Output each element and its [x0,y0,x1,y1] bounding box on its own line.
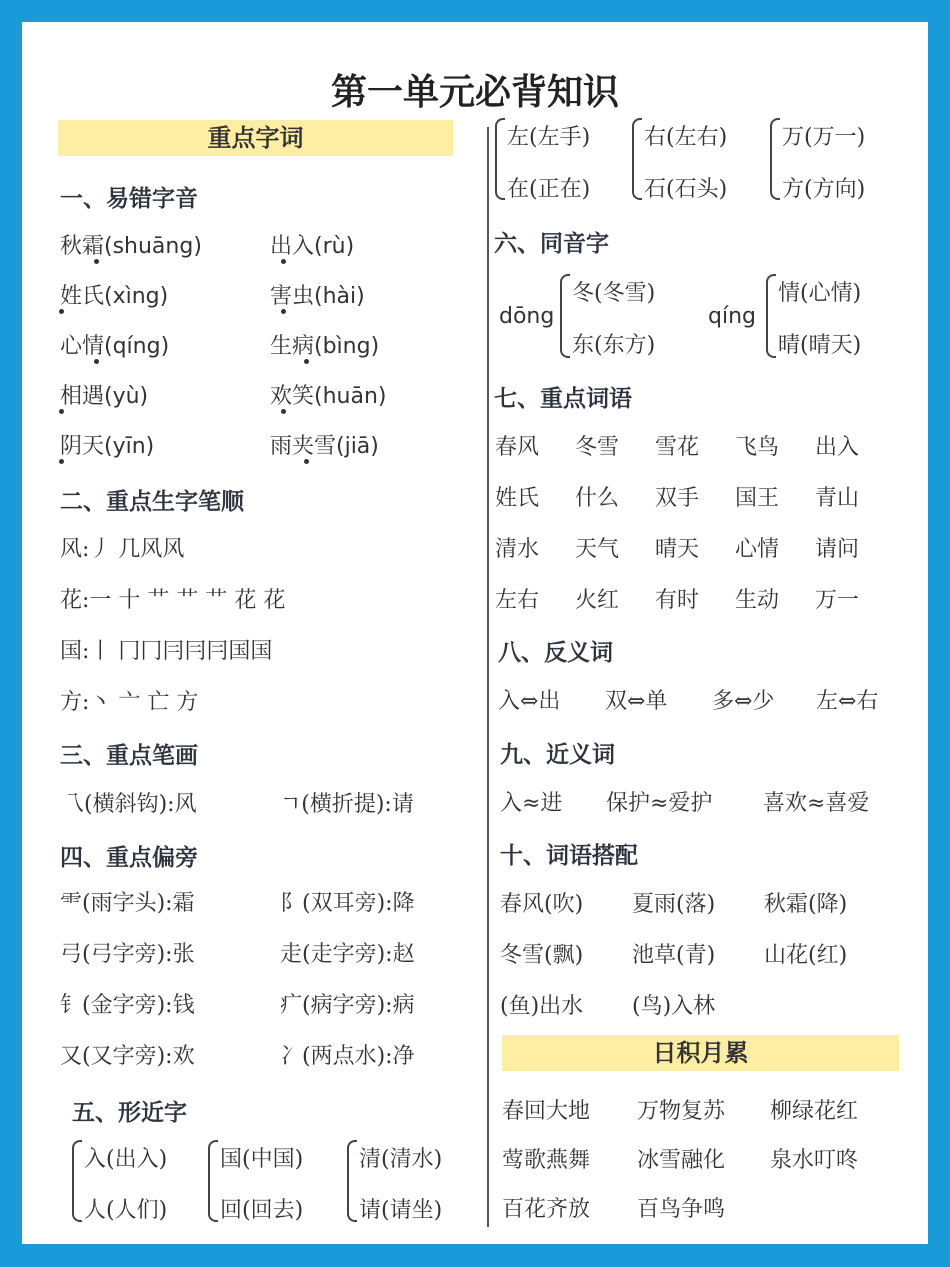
pronunciation-item: 欢笑(huān) [270,384,387,409]
key-phrase: 出入 [815,435,860,460]
key-words-band: 重点字词 [58,120,453,156]
idiom: 万物复苏 [637,1099,726,1124]
brace-mark [770,118,780,200]
antonym-pair: 多⇔少 [712,689,775,714]
pronunciation-item: 相遇(yù) [60,384,149,409]
stroke-order-item: 花:一 十 艹 艹 艹 花 花 [60,588,286,613]
idiom: 春回大地 [502,1099,591,1124]
similar-char-item: 回(回去) [220,1198,304,1223]
pronunciation-item: 阴天(yīn) [60,434,155,459]
emphasis-dot [94,359,99,364]
key-phrase: 双手 [655,486,700,511]
key-phrase: 晴天 [655,537,700,562]
similar-char-item: 人(人们) [84,1198,168,1223]
stroke-order-item: 方:丶 亠 亡 方 [60,690,199,715]
emphasis-dot [304,359,309,364]
similar-char-item: 请(请坐) [359,1198,443,1223]
brace-mark [632,118,642,200]
similar-char-item: 入(出入) [84,1147,168,1172]
homophone-item: 东(东方) [572,333,656,358]
key-phrase: 飞鸟 [735,435,780,460]
emphasis-dot [59,459,64,464]
antonym-pair: 双⇔单 [605,689,668,714]
section-heading-pronunciation: 一、易错字音 [60,186,198,212]
homophone-item: 晴(晴天) [778,333,862,358]
pronunciation-item: 出入(rù) [270,234,355,259]
brace-mark [347,1140,357,1222]
section-heading-key-phrases: 七、重点词语 [494,386,632,412]
stroke-item: ㄱ(横折提):请 [280,792,414,817]
daily-accumulation-band: 日积月累 [502,1035,899,1071]
emphasis-dot [59,309,64,314]
radical-item: 冫(两点水):净 [280,1044,415,1069]
key-phrase: 万一 [815,588,860,613]
key-phrase: 雪花 [655,435,700,460]
pinyin-label: dōng [499,304,555,329]
brace-mark [208,1140,218,1222]
similar-char-item: 石(石头) [644,177,728,202]
collocation-item: (鱼)出水 [500,994,584,1019]
idiom: 冰雪融化 [637,1148,726,1173]
stroke-order-item: 国:丨 冂冂冃冃冃国国 [60,639,273,664]
similar-char-item: 清(清水) [359,1147,443,1172]
key-phrase: 生动 [735,588,780,613]
emphasis-dot [59,409,64,414]
page [22,22,928,1244]
section-heading-similar-chars: 五、形近字 [72,1100,187,1126]
page-title: 第一单元必背知识 [330,72,619,113]
brace-mark [495,118,505,200]
similar-char-item: 左(左手) [507,125,591,150]
antonym-pair: 入⇔出 [498,689,561,714]
stroke-order-item: 风:丿 几风风 [60,537,185,562]
key-phrase: 清水 [495,537,540,562]
section-heading-homophones: 六、同音字 [494,231,609,257]
radical-item: 阝(双耳旁):降 [280,891,415,916]
brace-mark [560,274,570,358]
collocation-item: 春风(吹) [500,892,584,917]
radical-item: 弓(弓字旁):张 [60,942,195,967]
key-phrase: 请问 [815,537,860,562]
similar-char-item: 在(正在) [507,177,591,202]
radical-item: 走(走字旁):赵 [280,942,415,967]
synonym-pair: 入≈进 [500,791,563,816]
pronunciation-item: 姓氏(xìng) [60,284,169,309]
pronunciation-item: 生病(bìng) [270,334,380,359]
similar-char-item: 右(左右) [644,125,728,150]
key-phrase: 有时 [655,588,700,613]
idiom: 莺歌燕舞 [502,1148,591,1173]
collocation-item: 山花(红) [764,943,848,968]
idiom: 柳绿花红 [770,1099,859,1124]
key-phrase: 左右 [495,588,540,613]
radical-item: 钅(金字旁):钱 [60,993,195,1018]
stroke-item: 乁(横斜钩):风 [62,792,197,817]
idiom: 百花齐放 [502,1197,591,1222]
key-phrase: 国王 [735,486,780,511]
homophone-item: 冬(冬雪) [572,281,656,306]
synonym-pair: 保护≈爱护 [606,791,713,816]
pronunciation-item: 心情(qíng) [60,334,170,359]
pinyin-label: qíng [708,304,756,329]
antonym-pair: 左⇔右 [816,689,879,714]
emphasis-dot [281,309,286,314]
section-heading-strokes: 三、重点笔画 [60,743,198,769]
emphasis-dot [304,459,309,464]
key-phrase: 天气 [575,537,620,562]
collocation-item: 池草(青) [632,943,716,968]
collocation-item: 冬雪(飘) [500,943,584,968]
idiom: 百鸟争鸣 [637,1197,726,1222]
similar-char-item: 国(中国) [220,1147,304,1172]
radical-item: 疒(病字旁):病 [280,993,415,1018]
brace-mark [766,274,776,358]
key-phrase: 春风 [495,435,540,460]
collocation-item: (鸟)入林 [632,994,716,1019]
section-heading-radicals: 四、重点偏旁 [60,845,198,871]
pronunciation-item: 秋霜(shuāng) [60,234,202,259]
collocation-item: 夏雨(落) [632,892,716,917]
key-phrase: 什么 [575,486,620,511]
key-phrase: 青山 [815,486,860,511]
section-heading-collocations: 十、词语搭配 [500,843,638,869]
emphasis-dot [281,409,286,414]
pronunciation-item: 雨夹雪(jiā) [270,434,379,459]
key-phrase: 心情 [735,537,780,562]
radical-item: ⻗(雨字头):霜 [60,891,195,916]
section-heading-synonyms: 九、近义词 [500,742,615,768]
similar-char-item: 方(方向) [782,177,866,202]
radical-item: 又(又字旁):欢 [60,1044,195,1069]
section-heading-antonyms: 八、反义词 [498,640,613,666]
key-phrase: 姓氏 [495,486,540,511]
key-phrase: 冬雪 [575,435,620,460]
synonym-pair: 喜欢≈喜爱 [763,791,870,816]
similar-char-item: 万(万一) [782,125,866,150]
emphasis-dot [94,259,99,264]
collocation-item: 秋霜(降) [764,892,848,917]
idiom: 泉水叮咚 [770,1148,859,1173]
brace-mark [72,1140,82,1222]
homophone-item: 情(心情) [778,281,862,306]
section-heading-stroke-order: 二、重点生字笔顺 [60,489,244,515]
column-divider [487,127,489,1227]
emphasis-dot [281,259,286,264]
pronunciation-item: 害虫(hài) [270,284,365,309]
key-phrase: 火红 [575,588,620,613]
